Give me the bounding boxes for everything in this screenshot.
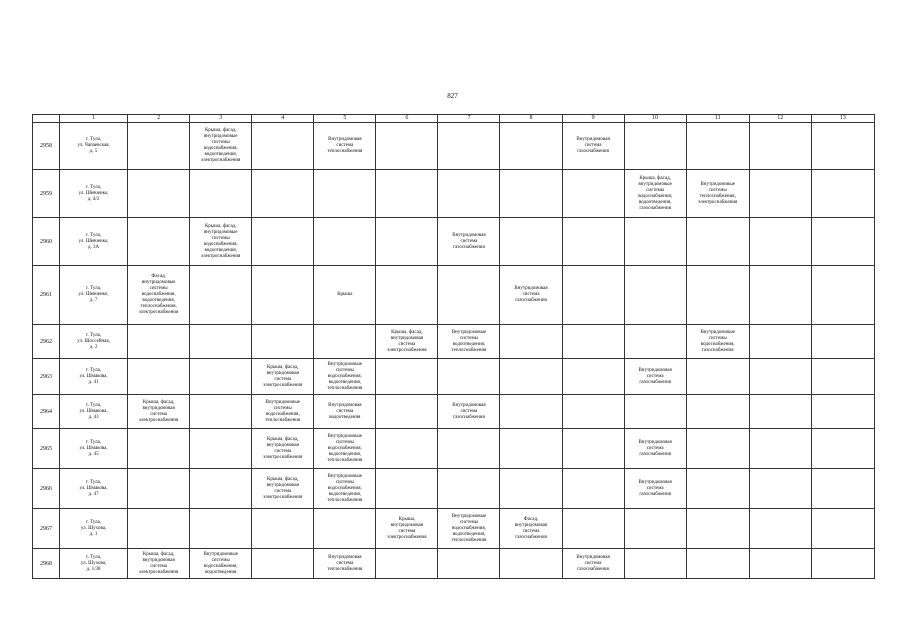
work-cell	[376, 395, 438, 429]
work-cell	[749, 509, 811, 549]
work-cell	[376, 359, 438, 395]
work-cell	[562, 395, 624, 429]
work-cell: Крыша, фасад, внутридомовые системы водоснабжения, водоотведения, электроснабжения	[190, 218, 252, 266]
work-cell	[500, 359, 562, 395]
row-number-cell: 2959	[33, 170, 60, 218]
work-cell	[562, 509, 624, 549]
work-cell	[811, 395, 874, 429]
work-cell: Крыша, внутридомовая система электроснабжения	[376, 509, 438, 549]
work-cell	[128, 170, 190, 218]
work-cell: Внутридомовая система газоснабжения	[500, 266, 562, 325]
work-cell	[749, 266, 811, 325]
repair-schedule-table	[32, 114, 875, 579]
work-cell	[128, 359, 190, 395]
row-number-cell: 2964	[33, 395, 60, 429]
table-row	[33, 218, 875, 266]
work-cell	[500, 469, 562, 509]
row-number-cell: 2967	[33, 509, 60, 549]
address-cell: г. Тула, ул. Шмакова, д. 41	[60, 359, 128, 395]
work-cell	[500, 325, 562, 359]
work-cell	[190, 325, 252, 359]
work-cell: Крыша, фасад, внутридомовая система электроснабжения	[252, 429, 314, 469]
work-cell	[562, 469, 624, 509]
work-cell	[438, 469, 500, 509]
work-cell	[811, 429, 874, 469]
work-cell: Внутридомовые системы теплоснабжения, электроснабжения	[686, 170, 749, 218]
work-cell	[811, 509, 874, 549]
work-cell: Внутридомовая система водоотведения	[314, 395, 376, 429]
address-cell: г. Тула, ул. Шевченко, д. 4/2	[60, 170, 128, 218]
work-cell	[749, 549, 811, 579]
work-cell: Внутридомовые системы водоснабжения, водоотведения, теплоснабжения	[314, 359, 376, 395]
work-cell: Внутридомовая система теплоснабжения	[314, 549, 376, 579]
header-cell: 5	[314, 115, 376, 123]
work-cell	[686, 395, 749, 429]
row-number-cell: 2963	[33, 359, 60, 395]
table-row	[33, 170, 875, 218]
work-cell	[500, 218, 562, 266]
work-cell	[500, 123, 562, 170]
work-cell	[811, 218, 874, 266]
header-row	[33, 115, 875, 123]
work-cell: Крыша, фасад, внутридомовая система электроснабжения	[128, 395, 190, 429]
work-cell	[624, 218, 686, 266]
address-cell: г. Тула, ул. Шмакова, д. 47	[60, 469, 128, 509]
work-cell	[562, 170, 624, 218]
work-cell	[811, 123, 874, 170]
work-cell	[128, 218, 190, 266]
work-cell	[252, 266, 314, 325]
work-cell	[686, 359, 749, 395]
work-cell	[624, 509, 686, 549]
work-cell	[749, 218, 811, 266]
header-cell: 3	[190, 115, 252, 123]
work-cell: Внутридомовые системы водоснабжения, водоотведения	[190, 549, 252, 579]
row-number-cell: 2962	[33, 325, 60, 359]
work-cell	[624, 549, 686, 579]
address-cell: г. Тула, ул. Шухова, д. 1/38	[60, 549, 128, 579]
header-cell: 11	[686, 115, 749, 123]
work-cell: Внутридомовые системы водоснабжения, водоотведения, теплоснабжения	[314, 469, 376, 509]
work-cell: Крыша, фасад, внутридомовая система электроснабжения	[376, 325, 438, 359]
work-cell	[562, 359, 624, 395]
work-cell	[190, 429, 252, 469]
work-cell	[128, 509, 190, 549]
row-number-cell: 2958	[33, 123, 60, 170]
work-cell	[811, 325, 874, 359]
work-cell	[438, 429, 500, 469]
work-cell	[749, 469, 811, 509]
work-cell: Внутридомовые системы водоснабжения, теплоснабжения	[252, 395, 314, 429]
header-cell: 1	[60, 115, 128, 123]
work-cell: Внутридомовые системы водоотведения, теплоснабжения	[438, 325, 500, 359]
work-cell: Внутридомовая система газоснабжения	[438, 218, 500, 266]
work-cell	[190, 395, 252, 429]
work-cell	[686, 509, 749, 549]
work-cell	[252, 549, 314, 579]
work-cell	[190, 359, 252, 395]
row-number-cell: 2968	[33, 549, 60, 579]
work-cell: Внутридомовые системы водоснабжения, водоотведения, теплоснабжения	[314, 429, 376, 469]
work-cell	[749, 325, 811, 359]
work-cell: Внутридомовая система газоснабжения	[624, 469, 686, 509]
work-cell: Внутридомовая система газоснабжения	[562, 123, 624, 170]
work-cell	[314, 218, 376, 266]
work-cell: Крыша	[314, 266, 376, 325]
work-cell	[686, 549, 749, 579]
work-cell	[128, 325, 190, 359]
header-cell: 13	[811, 115, 874, 123]
row-number-cell: 2961	[33, 266, 60, 325]
work-cell	[562, 325, 624, 359]
header-cell: 4	[252, 115, 314, 123]
work-cell	[314, 509, 376, 549]
work-cell	[686, 469, 749, 509]
work-cell	[686, 429, 749, 469]
work-cell	[376, 469, 438, 509]
work-cell: Внутридомовая система газоснабжения	[438, 395, 500, 429]
table-row	[33, 123, 875, 170]
work-cell	[562, 429, 624, 469]
work-cell: Внутридомовые системы водоснабжения, газоснабжения	[686, 325, 749, 359]
work-cell: Крыша, фасад, внутридомовые системы водоснабжения, водоотведения, электроснабжения	[190, 123, 252, 170]
work-cell	[376, 266, 438, 325]
header-cell: 9	[562, 115, 624, 123]
work-cell: Фасад, внутридомовые системы водоснабжения, водоотведения, теплоснабжения, электроснабжения	[128, 266, 190, 325]
header-cell: 2	[128, 115, 190, 123]
work-cell	[749, 170, 811, 218]
work-cell	[252, 218, 314, 266]
header-cell: 6	[376, 115, 438, 123]
work-cell: Внутридомовая система газоснабжения	[624, 359, 686, 395]
header-cell: 12	[749, 115, 811, 123]
work-cell	[811, 170, 874, 218]
work-cell	[128, 123, 190, 170]
work-cell	[686, 266, 749, 325]
address-cell: г. Тула, ул. Шмакова, д. 43	[60, 395, 128, 429]
work-cell	[252, 123, 314, 170]
work-cell	[314, 325, 376, 359]
work-cell	[811, 359, 874, 395]
work-cell: Фасад, внутридомовая система газоснабжения	[500, 509, 562, 549]
work-cell	[376, 429, 438, 469]
work-cell: Крыша, фасад, внутридомовая система электроснабжения	[252, 469, 314, 509]
work-cell	[811, 469, 874, 509]
work-cell	[500, 549, 562, 579]
work-cell	[252, 170, 314, 218]
work-cell: Крыша, фасад, внутридомовые системы водоснабжения, водоотведения, газоснабжения	[624, 170, 686, 218]
work-cell	[438, 123, 500, 170]
work-cell	[376, 549, 438, 579]
work-cell	[190, 469, 252, 509]
work-cell	[624, 395, 686, 429]
work-cell	[438, 266, 500, 325]
work-cell: Внутридомовая система газоснабжения	[624, 429, 686, 469]
work-cell	[438, 170, 500, 218]
work-cell: Крыша, фасад, внутридомовая система электроснабжения	[252, 359, 314, 395]
row-number-cell: 2960	[33, 218, 60, 266]
address-cell: г. Тула, ул. Чапаевская, д. 5	[60, 123, 128, 170]
work-cell	[252, 509, 314, 549]
work-cell	[500, 395, 562, 429]
work-cell	[624, 123, 686, 170]
work-cell	[128, 429, 190, 469]
work-cell	[500, 429, 562, 469]
work-cell	[376, 123, 438, 170]
work-cell	[438, 549, 500, 579]
work-cell	[686, 218, 749, 266]
table-row	[33, 549, 875, 579]
header-cell-blank	[33, 115, 60, 123]
work-cell: Внутридомовые системы водоснабжения, водоотведения, теплоснабжения	[438, 509, 500, 549]
work-cell	[376, 218, 438, 266]
table-row	[33, 325, 875, 359]
work-cell	[252, 325, 314, 359]
work-cell	[749, 429, 811, 469]
row-number-cell: 2966	[33, 469, 60, 509]
work-cell	[749, 395, 811, 429]
work-cell	[562, 218, 624, 266]
work-cell	[749, 123, 811, 170]
work-cell	[314, 170, 376, 218]
header-cell: 10	[624, 115, 686, 123]
work-cell	[190, 266, 252, 325]
work-cell	[128, 469, 190, 509]
work-cell	[190, 509, 252, 549]
table-row	[33, 359, 875, 395]
work-cell	[624, 266, 686, 325]
work-cell	[190, 170, 252, 218]
work-cell: Внутридомовая система газоснабжения	[562, 549, 624, 579]
address-cell: г. Тула, ул. Шевченко, д. 7	[60, 266, 128, 325]
work-cell	[500, 170, 562, 218]
table-row	[33, 266, 875, 325]
table-row	[33, 395, 875, 429]
address-cell: г. Тула, ул. Шмакова, д. 45	[60, 429, 128, 469]
address-cell: г. Тула, ул. Шевченко, д. 3А	[60, 218, 128, 266]
work-cell	[438, 359, 500, 395]
work-cell	[562, 266, 624, 325]
header-cell: 7	[438, 115, 500, 123]
work-cell: Внутридомовая система теплоснабжения	[314, 123, 376, 170]
row-number-cell: 2965	[33, 429, 60, 469]
table-row	[33, 469, 875, 509]
page-number: 827	[447, 92, 458, 100]
work-cell: Крыша, фасад, внутридомовая система электроснабжения	[128, 549, 190, 579]
work-cell	[811, 266, 874, 325]
header-cell: 8	[500, 115, 562, 123]
work-cell	[376, 170, 438, 218]
address-cell: г. Тула, ул. Шоссейная, д. 2	[60, 325, 128, 359]
work-cell	[749, 359, 811, 395]
work-cell	[686, 123, 749, 170]
address-cell: г. Тула, ул. Шухова, д. 1	[60, 509, 128, 549]
table-row	[33, 429, 875, 469]
work-cell	[811, 549, 874, 579]
work-cell	[624, 325, 686, 359]
table-row	[33, 509, 875, 549]
